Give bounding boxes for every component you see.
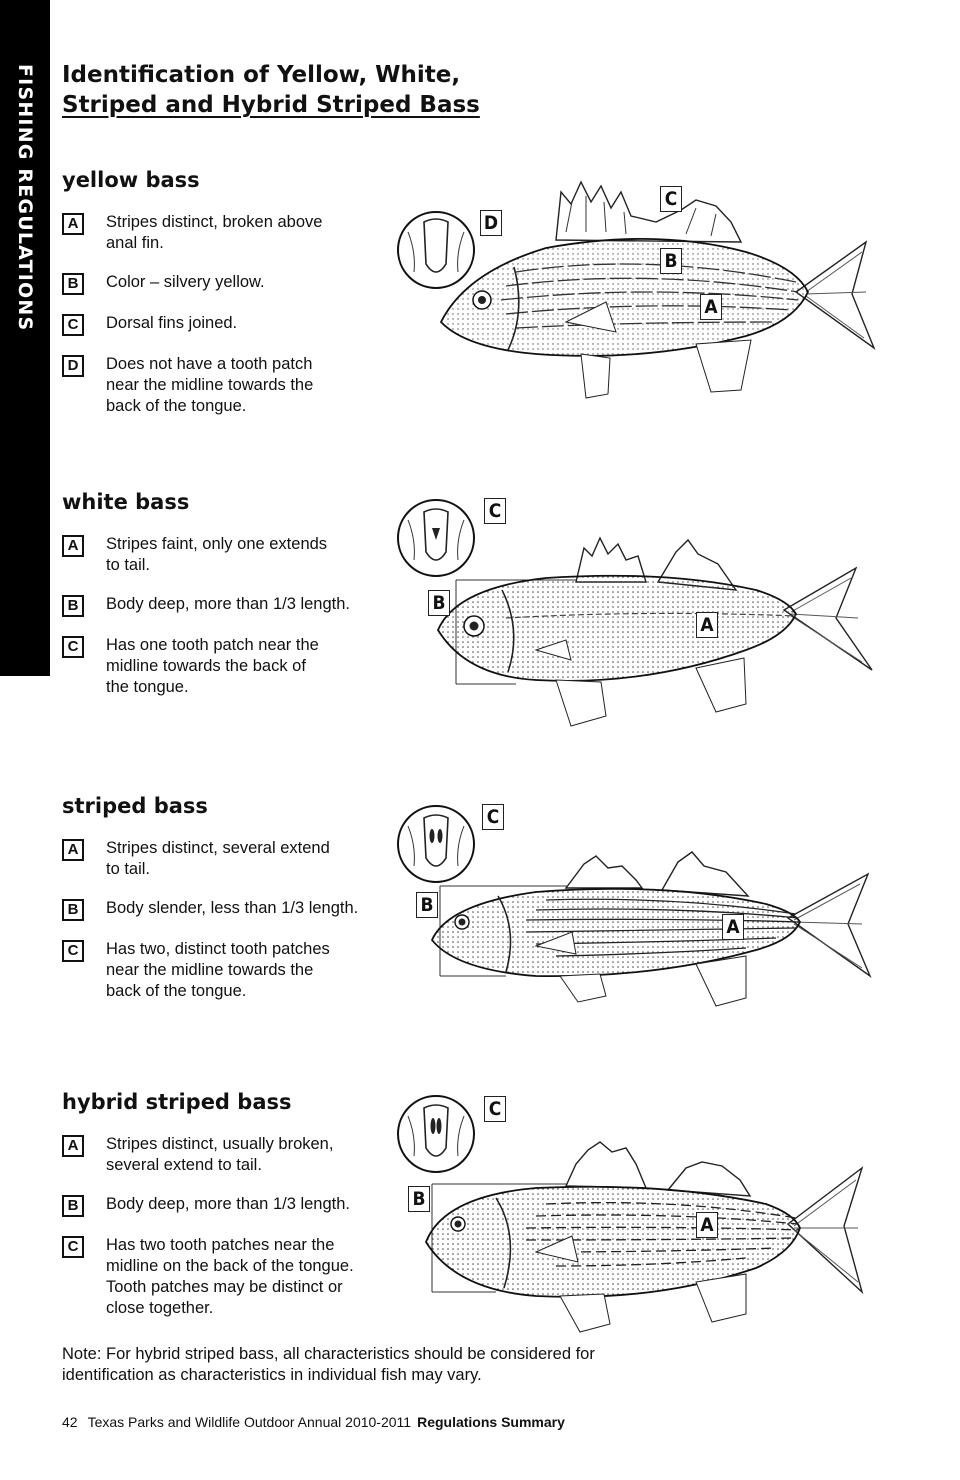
tongue-inset	[398, 1096, 474, 1172]
trait-letter-box: D	[62, 355, 84, 377]
page-title-line-1: Identification of Yellow, White,	[62, 62, 461, 88]
figure-label-b: B	[660, 248, 682, 274]
trait-text: Stripes faint, only one extends to tail.	[106, 535, 328, 574]
side-tab-label: FISHING REGULATIONS	[14, 64, 36, 332]
white-bass-illustration	[396, 490, 886, 730]
trait-text: Has two tooth patches near the midline on the back of the tongue. Tooth patches may be distinct or close together.	[106, 1236, 354, 1317]
footer-section-name: Regulations Summary	[417, 1414, 565, 1430]
figure-label-c: C	[482, 804, 504, 830]
striped-bass-drawing	[396, 800, 886, 1020]
trait-b	[62, 1194, 392, 1217]
side-tab	[0, 0, 50, 676]
white-bass-drawing	[396, 490, 886, 730]
tongue-inset	[398, 500, 474, 576]
tongue-inset	[398, 212, 474, 288]
trait-a	[62, 212, 392, 254]
section-white-bass	[62, 488, 392, 716]
trait-letter-box: A	[62, 535, 84, 557]
figure-label-c: C	[484, 498, 506, 524]
trait-text: Body slender, less than 1/3 length.	[106, 899, 359, 917]
figure-label-d: D	[480, 210, 502, 236]
trait-text: Stripes distinct, several extend to tail.	[106, 839, 330, 878]
trait-text: Does not have a tooth patch near the midline towards the back of the tongue.	[106, 355, 314, 415]
trait-c	[62, 635, 392, 698]
page-number: 42	[62, 1414, 78, 1430]
trait-a	[62, 534, 392, 576]
trait-letter-box: B	[62, 595, 84, 617]
section-heading: white bass	[62, 490, 190, 514]
trait-b	[62, 898, 392, 921]
trait-text: Body deep, more than 1/3 length.	[106, 1195, 351, 1213]
trait-letter-box: B	[62, 899, 84, 921]
figure-label-b: B	[416, 892, 438, 918]
trait-c	[62, 313, 392, 336]
page-footer	[62, 1414, 565, 1430]
trait-b	[62, 272, 392, 295]
tongue-inset	[398, 806, 474, 882]
yellow-bass-drawing	[396, 172, 886, 412]
figure-label-a: A	[696, 612, 718, 638]
figure-label-a: A	[722, 914, 744, 940]
hybrid-striped-bass-illustration	[396, 1092, 886, 1342]
trait-letter-box: B	[62, 1195, 84, 1217]
trait-text: Has two, distinct tooth patches near the midline towards the back of the tongue.	[106, 940, 330, 1000]
trait-a	[62, 1134, 392, 1176]
trait-text: Has one tooth patch near the midline towards the back of the tongue.	[106, 636, 319, 696]
trait-letter-box: A	[62, 839, 84, 861]
yellow-bass-illustration	[396, 172, 886, 412]
trait-text: Body deep, more than 1/3 length.	[106, 595, 351, 613]
trait-letter-box: C	[62, 636, 84, 658]
figure-label-a: A	[700, 294, 722, 320]
section-heading: striped bass	[62, 794, 208, 818]
section-yellow-bass	[62, 166, 392, 435]
trait-letter-box: B	[62, 273, 84, 295]
trait-letter-box: C	[62, 940, 84, 962]
trait-letter-box: C	[62, 314, 84, 336]
trait-c	[62, 939, 392, 1002]
trait-letter-box: C	[62, 1236, 84, 1258]
section-striped-bass	[62, 792, 392, 1020]
trait-d	[62, 354, 392, 417]
striped-bass-illustration	[396, 800, 886, 1020]
trait-text: Stripes distinct, usually broken, several extend to tail.	[106, 1135, 334, 1174]
figure-label-a: A	[696, 1212, 718, 1238]
section-heading: yellow bass	[62, 168, 200, 192]
section-hybrid-striped-bass	[62, 1088, 392, 1337]
figure-label-b: B	[408, 1186, 430, 1212]
publication-name: Texas Parks and Wildlife Outdoor Annual 2010-2011	[87, 1414, 412, 1430]
section-heading: hybrid striped bass	[62, 1090, 292, 1114]
trait-a	[62, 838, 392, 880]
figure-label-c: C	[484, 1096, 506, 1122]
trait-letter-box: A	[62, 213, 84, 235]
figure-label-c: C	[660, 186, 682, 212]
trait-c	[62, 1235, 392, 1319]
identification-note: Note: For hybrid striped bass, all characteristics should be considered for identification as characteristics in individual fish may vary.	[62, 1345, 595, 1384]
page-title-line-2: Striped and Hybrid Striped Bass	[62, 92, 480, 118]
trait-b	[62, 594, 392, 617]
trait-text: Color – silvery yellow.	[106, 273, 265, 291]
page-title	[62, 60, 622, 120]
trait-letter-box: A	[62, 1135, 84, 1157]
trait-text: Dorsal fins joined.	[106, 314, 238, 332]
hybrid-striped-bass-drawing	[396, 1092, 886, 1342]
trait-text: Stripes distinct, broken above anal fin.	[106, 213, 323, 252]
figure-label-b: B	[428, 590, 450, 616]
